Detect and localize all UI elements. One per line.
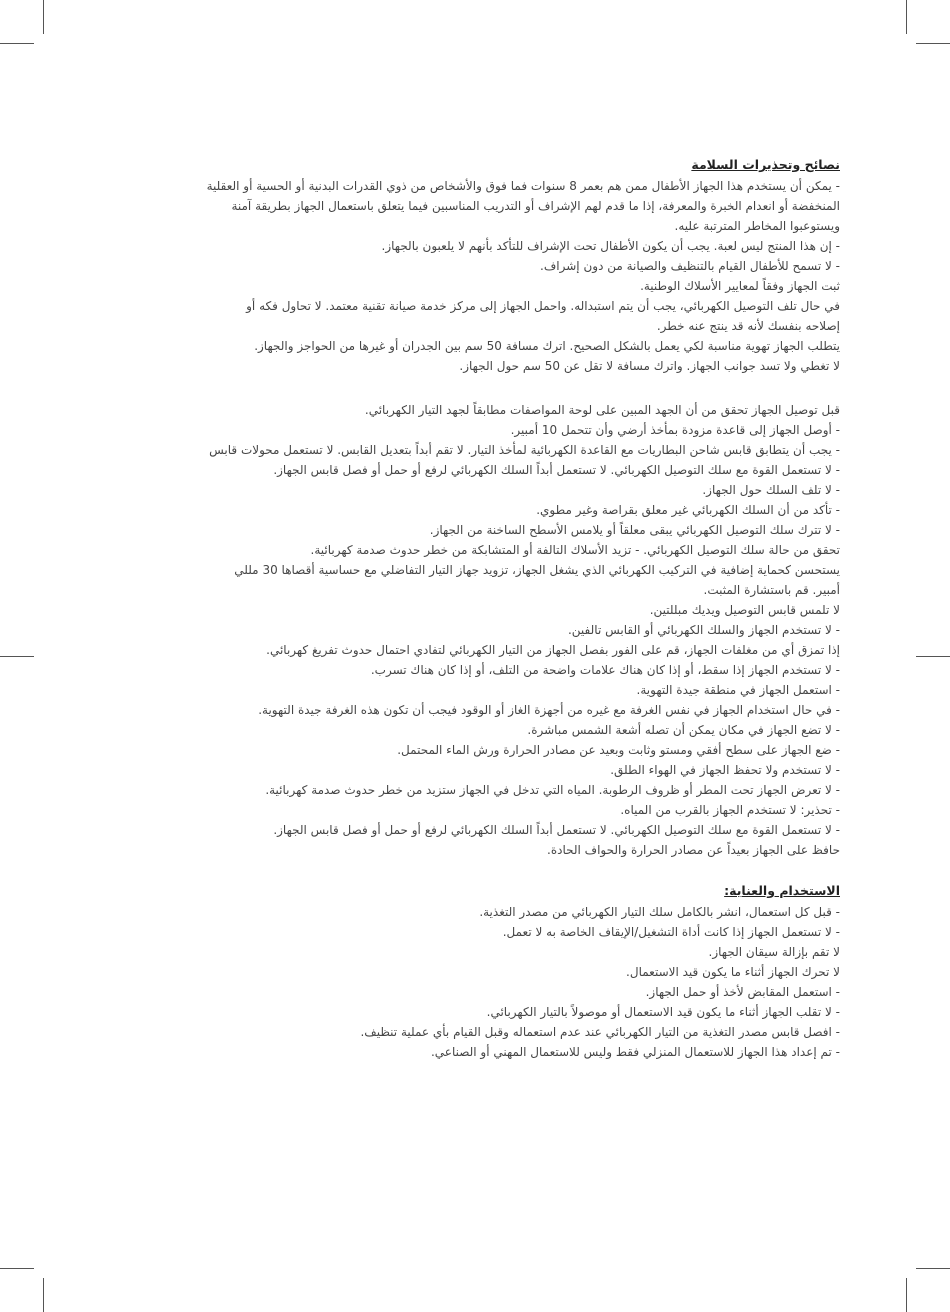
text-line: - تحذير: لا تستخدم الجهاز بالقرب من المياه. xyxy=(620,803,840,817)
text-line: - استعمل المقابض لأخذ أو حمل الجهاز. xyxy=(645,985,840,999)
text-line: - لا تلف السلك حول الجهاز. xyxy=(702,483,840,497)
text-line: - لا تضع الجهاز في مكان يمكن أن تصله أشعة الشمس مباشرة. xyxy=(527,723,840,737)
text-line: لا تلمس قابس التوصيل ويديك مبللتين. xyxy=(649,603,840,617)
text-line: - لا تسمح للأطفال القيام بالتنظيف والصيانة من دون إشراف. xyxy=(540,259,840,273)
text-line: - يمكن أن يستخدم هذا الجهاز الأطفال ممن هم بعمر 8 سنوات فما فوق والأشخاص من ذوي القدرات البدنية أو الحسية أو العقلية xyxy=(206,179,840,193)
text-line: حافظ على الجهاز بعيداً عن مصادر الحرارة والحواف الحادة. xyxy=(547,843,840,857)
text-line: - إن هذا المنتج ليس لعبة. يجب أن يكون الأطفال تحت الإشراف للتأكد بأنهم لا يلعبون بالجهاز. xyxy=(381,239,840,253)
document-page xyxy=(140,154,840,1062)
text-line: لا تغطي ولا تسد جوانب الجهاز. واترك مسافة لا تقل عن 50 سم حول الجهاز. xyxy=(459,359,840,373)
text-line: - قبل كل استعمال، انشر بالكامل سلك التيار الكهربائي من مصدر التغذية. xyxy=(479,905,840,919)
safety-title: نصائح وتحذيرات السلامة xyxy=(691,157,840,172)
text-line: - لا تستخدم الجهاز والسلك الكهربائي أو القابس تالفين. xyxy=(567,623,840,637)
usage-care-title: الاستخدام والعناية: xyxy=(724,883,840,898)
text-line: ثبت الجهاز وفقاً لمعايير الأسلاك الوطنية. xyxy=(640,279,840,293)
text-line: - في حال استخدام الجهاز في نفس الغرفة مع غيره من أجهزة الغاز أو الوقود فيجب أن تكون هذه الغرفة جيدة التهوية. xyxy=(258,703,840,717)
crop-mark-bottom-left-h xyxy=(0,1268,34,1269)
crop-mark-top-left xyxy=(43,0,44,34)
safety-section xyxy=(140,176,840,376)
text-line: لا تقم بإزالة سيقان الجهاز. xyxy=(708,945,840,959)
text-line: - لا تستعمل القوة مع سلك التوصيل الكهربائي. لا تستعمل أبداً السلك الكهربائي لرفع أو حمل أو فصل قابس الجهاز. xyxy=(273,463,840,477)
text-line: - لا تستخدم الجهاز إذا سقط، أو إذا كان هناك علامات واضحة من التلف، أو إذا كان هناك تسرب. xyxy=(370,663,840,677)
text-line: - لا تستعمل الجهاز إذا كانت أداة التشغيل/الإيقاف الخاصة به لا تعمل. xyxy=(502,925,840,939)
text-line: - تأكد من أن السلك الكهربائي غير معلق بقراصة وغير مطوي. xyxy=(536,503,840,517)
text-line: - تم إعداد هذا الجهاز للاستعمال المنزلي فقط وليس للاستعمال المهني أو الصناعي. xyxy=(430,1045,840,1059)
text-line: - ضع الجهاز على سطح أفقي ومستو وثابت وبعيد عن مصادر الحرارة ورش الماء المحتمل. xyxy=(397,743,840,757)
electrical-section xyxy=(140,400,840,860)
crop-mark-top-right-h xyxy=(916,43,950,44)
text-line: لا تحرك الجهاز أثناء ما يكون قيد الاستعمال. xyxy=(626,965,840,979)
crop-mark-bottom-right-h xyxy=(916,1268,950,1269)
text-line: - لا تستعمل القوة مع سلك التوصيل الكهربائي. لا تستعمل أبداً السلك الكهربائي لرفع أو حمل أو فصل قابس الجهاز. xyxy=(273,823,840,837)
text-line: - أوصل الجهاز إلى قاعدة مزودة بمأخذ أرضي وأن تتحمل 10 أمبير. xyxy=(510,423,840,437)
text-line: تحقق من حالة سلك التوصيل الكهربائي. - تزيد الأسلاك التالفة أو المتشابكة من خطر حدوث صدمة كهربائية. xyxy=(310,543,840,557)
usage-care-section xyxy=(140,902,840,1062)
text-line: أمبير. قم باستشارة المثبت. xyxy=(703,583,840,597)
text-line: - افصل قابس مصدر التغذية من التيار الكهربائي عند عدم استعماله وقبل القيام بأي عملية تنظيف. xyxy=(360,1025,840,1039)
spacer xyxy=(140,376,840,400)
text-line: في حال تلف التوصيل الكهربائي، يجب أن يتم استبداله. واحمل الجهاز إلى مركز خدمة صيانة تقنية معتمد. لا تحاول فكه أو xyxy=(246,299,840,313)
crop-mark-top-right xyxy=(906,0,907,34)
crop-mark-mid-right xyxy=(916,656,950,657)
text-line: - لا تستخدم ولا تحفظ الجهاز في الهواء الطلق. xyxy=(610,763,840,777)
text-line: يستحسن كحماية إضافية في التركيب الكهربائي الذي يشغل الجهاز، تزويد جهاز التيار التفاضلي مع حساسية أقصاها 30 مللي xyxy=(234,563,840,577)
text-line: - يجب أن يتطابق قابس شاحن البطاريات مع القاعدة الكهربائية لمأخذ التيار. لا تقم أبداً بتعديل القابس. لا تستعمل محولات قابس xyxy=(209,443,840,457)
text-line: المنخفضة أو انعدام الخبرة والمعرفة، إذا ما قدم لهم الإشراف أو التدريب المناسبين فيما يتعلق باستعمال الجهاز بطريقة آمنة xyxy=(231,199,840,213)
crop-mark-top-left-h xyxy=(0,43,34,44)
text-line: - لا تعرض الجهاز تحت المطر أو ظروف الرطوبة. المياه التي تدخل في الجهاز ستزيد من خطر حدوث صدمة كهربائية. xyxy=(265,783,840,797)
crop-mark-bottom-right xyxy=(906,1278,907,1312)
crop-mark-mid-left xyxy=(0,656,34,657)
text-line: - استعمل الجهاز في منطقة جيدة التهوية. xyxy=(636,683,840,697)
text-line: إصلاحه بنفسك لأنه قد ينتج عنه خطر. xyxy=(656,319,840,333)
text-line: يتطلب الجهاز تهوية مناسبة لكي يعمل بالشكل الصحيح. اترك مسافة 50 سم بين الجدران أو غيرها من الحواجز والجهاز. xyxy=(254,339,840,353)
spacer xyxy=(140,860,840,880)
text-line: - لا تترك سلك التوصيل الكهربائي يبقى معلقاً أو يلامس الأسطح الساخنة من الجهاز. xyxy=(429,523,840,537)
text-line: ويستوعبوا المخاطر المترتبة عليه. xyxy=(674,219,840,233)
text-line: إذا تمزق أي من مغلفات الجهاز، قم على الفور بفصل الجهاز من التيار الكهربائي لتفادي احتمال حدوث تفريغ كهربائي. xyxy=(266,643,840,657)
text-line: قبل توصيل الجهاز تحقق من أن الجهد المبين على لوحة المواصفات مطابقاً لجهد التيار الكهربائي. xyxy=(364,403,840,417)
crop-mark-bottom-left xyxy=(43,1278,44,1312)
text-line: - لا تقلب الجهاز أثناء ما يكون قيد الاستعمال أو موصولاً بالتيار الكهربائي. xyxy=(486,1005,840,1019)
